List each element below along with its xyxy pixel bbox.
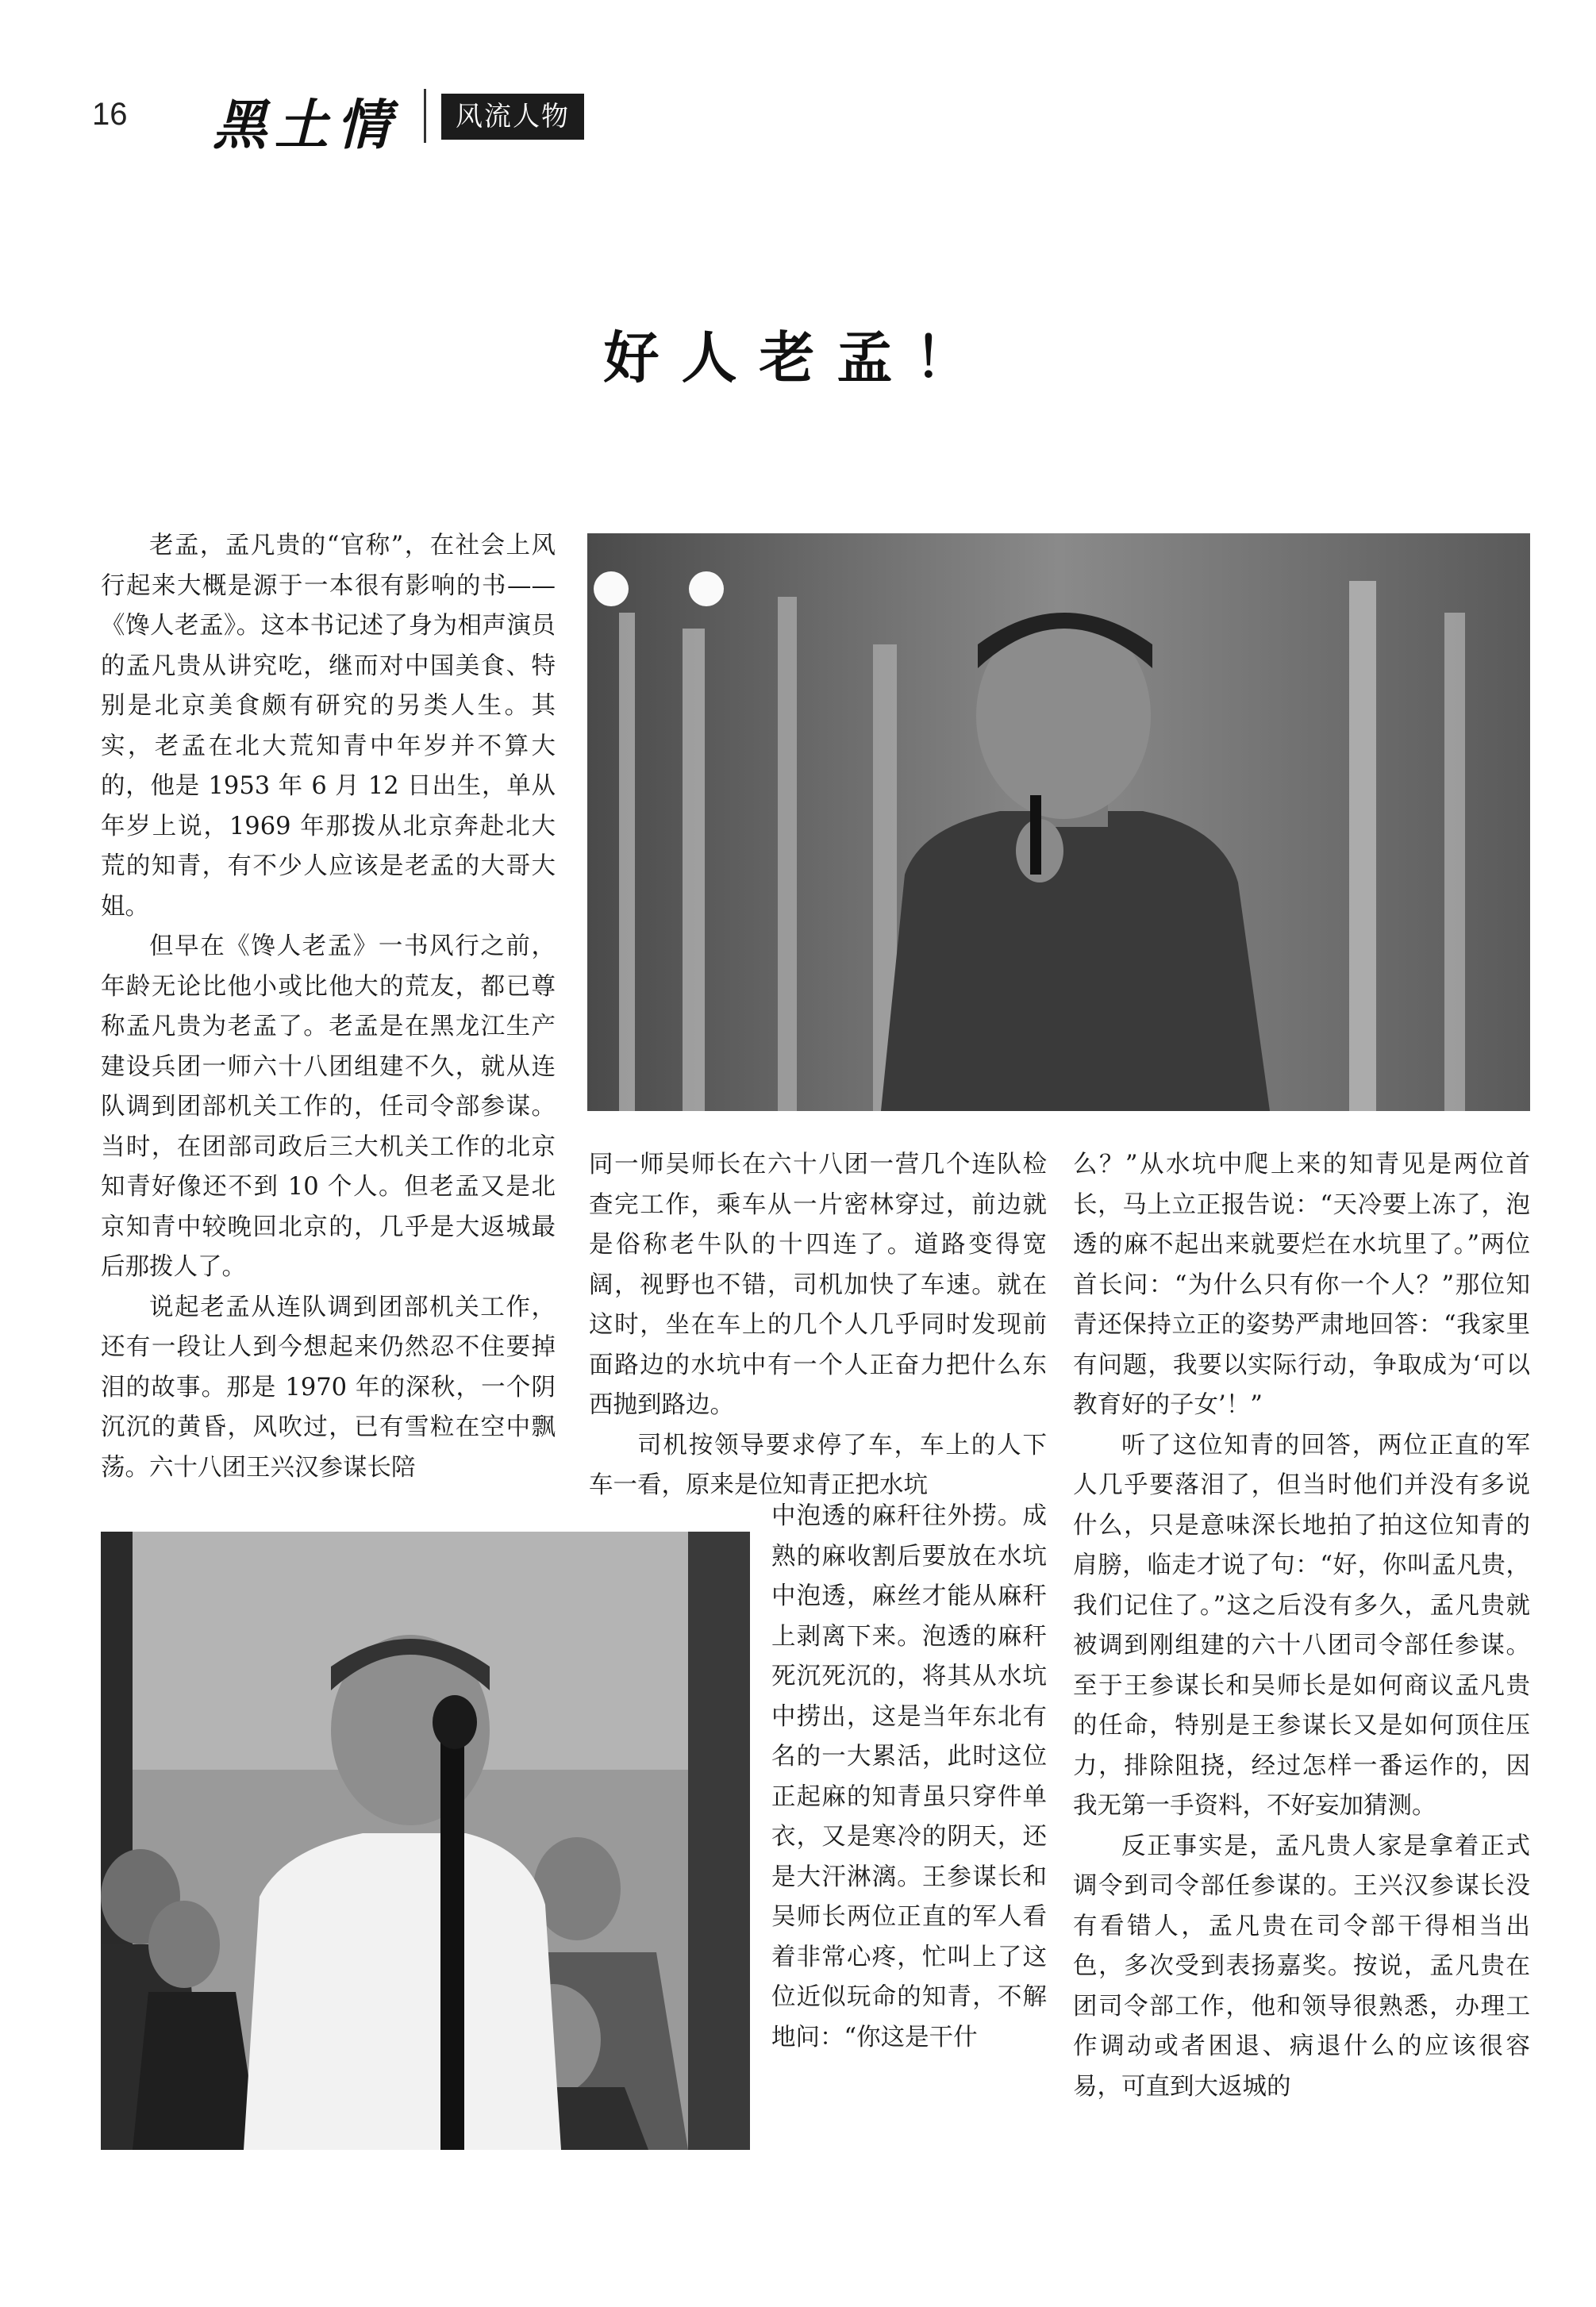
paragraph: 么？”从水坑中爬上来的知青见是两位首长，马上立正报告说：“天冷要上冻了，泡透的麻不起出来就要烂在水坑里了。”两位首长问：“为什么只有你一个人？”那位知青还保持立正的姿势严肃地回答：“我家里有问题，我要以实际行动，争取成为‘可以教育好的子女’！” (1073, 1151, 1530, 1419)
paragraph: 但早在《馋人老孟》一书风行之前，年龄无论比他小或比他大的荒友，都已尊称孟凡贵为老孟了。老孟是在黑龙江生产建设兵团一师六十八团组建不久，就从连队调到团部机关工作的，任司令部参谋。当时，在团部司政后三大机关工作的北京知青好像还不到 10 个人。但老孟又是北京知青中较晚回北京的，几乎是大返城最后那拨人了。 (101, 932, 556, 1281)
article-column-3 (1073, 1145, 1530, 2107)
header-divider (424, 89, 426, 143)
article-column-2 (589, 1145, 1047, 1506)
page-number: 16 (92, 97, 128, 132)
paragraph: 老孟，孟凡贵的“官称”，在社会上风行起来大概是源于一本很有影响的书——《馋人老孟》。这本书记述了身为相声演员的孟凡贵从讲究吃，继而对中国美食、特别是北京美食颇有研究的另类人生。其实，老孟在北大荒知青中年岁并不算大的，他是 1953 年 6 月 12 日出生，单从年岁上说，1969 年那拨从北京奔赴北大荒的知青，有不少人应该是老孟的大哥大姐。 (101, 532, 556, 921)
photo-speaker-crowd (101, 1532, 750, 2150)
paragraph: 司机按领导要求停了车，车上的人下车一看，原来是位知青正把水坑 (589, 1431, 1047, 1499)
article-column-1 (101, 526, 556, 1488)
paragraph: 反正事实是，孟凡贵人家是拿着正式调令到司令部任参谋的。王兴汉参谋长没有看错人，孟凡贵在司令部干得相当出色，多次受到表扬嘉奖。按说，孟凡贵在团司令部工作，他和领导很熟悉，办理工作调动或者困退、病退什么的应该很容易，可直到大返城的 (1073, 1832, 1530, 2101)
man-speaking-to-crowd-photo-icon (101, 1532, 750, 2150)
article-title: 好人老孟！ (603, 325, 993, 390)
section-tag: 风流人物 (441, 94, 584, 140)
paragraph: 说起老孟从连队调到团部机关工作，还有一段让人到今想起来仍然忍不住要掉泪的故事。那是 1970 年的深秋，一个阴沉沉的黄昏，风吹过，已有雪粒在空中飘荡。六十八团王兴汉参谋长陪 (101, 1293, 556, 1482)
paragraph: 同一师吴师长在六十八团一营几个连队检查完工作，乘车从一片密林穿过，前边就是俗称老牛队的十四连了。道路变得宽阔，视野也不错，司机加快了车速。就在这时，坐在车上的几个人几乎同时发现前面路边的水坑中有一个人正奋力把什么东西抛到路边。 (589, 1151, 1047, 1419)
man-with-microphone-photo-icon (587, 533, 1530, 1111)
paragraph: 听了这位知青的回答，两位正直的军人几乎要落泪了，但当时他们并没有多说什么，只是意味深长地拍了拍这位知青的肩膀，临走才说了句：“好，你叫孟凡贵，我们记住了。”这之后没有多久，孟凡贵就被调到刚组建的六十八团司令部任参谋。至于王参谋长和吴师长是如何商议孟凡贵的任命，特别是王参谋长又是如何顶住压力，排除阻挠，经过怎样一番运作的，因我无第一手资料，不好妄加猜测。 (1073, 1431, 1530, 1820)
magazine-logo: 黑土情 (213, 94, 399, 157)
paragraph: 中泡透的麻秆往外捞。成熟的麻收割后要放在水坑中泡透，麻丝才能从麻秆上剥离下来。泡透的麻秆死沉死沉的，将其从水坑中捞出，这是当年东北有名的一大累活，此时这位正起麻的知青虽只穿件单衣，又是寒冷的阴天，还是大汗淋漓。王参谋长和吴师长两位正直的军人看着非常心疼，忙叫上了这位近似玩命的知青，不解地问：“你这是干什 (771, 1502, 1047, 2051)
article-column-2-continued (771, 1497, 1047, 2058)
photo-speaker-microphone (587, 533, 1530, 1111)
